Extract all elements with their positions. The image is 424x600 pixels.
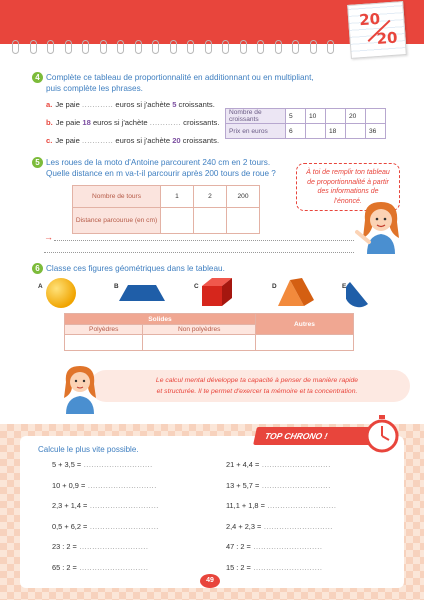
calc-item[interactable]: 11,1 + 1,8 = ........................... <box>226 501 337 510</box>
ring <box>47 40 54 54</box>
score-bottom: 20 <box>376 28 399 49</box>
cell[interactable] <box>346 124 366 139</box>
stopwatch-icon <box>364 414 400 454</box>
cell[interactable] <box>306 124 326 139</box>
calc-item[interactable]: 21 + 4,4 = ........................... <box>226 460 331 469</box>
cell: 1 <box>161 186 194 208</box>
ring <box>152 40 159 54</box>
ring <box>240 40 247 54</box>
calc-item[interactable]: 15 : 2 = ........................... <box>226 562 323 572</box>
shape-label-a: A <box>38 283 43 290</box>
ring <box>222 40 229 54</box>
ring <box>100 40 107 54</box>
question-4b: b. Je paie 18 euros si j'achète ............ croissants. <box>46 118 220 127</box>
calc-item[interactable]: 65 : 2 = ........................... <box>52 562 149 572</box>
cell[interactable] <box>326 109 346 124</box>
cell: 5 <box>286 109 306 124</box>
ring <box>257 40 264 54</box>
sphere-icon <box>44 276 78 310</box>
ring <box>12 40 19 54</box>
table-head-non-polyedres: Non polyèdres <box>143 325 256 335</box>
half-disc-icon <box>346 280 372 308</box>
calc-item[interactable]: 2,4 + 2,3 = ........................... <box>226 521 333 531</box>
calc-item[interactable]: 47 : 2 = ........................... <box>226 542 323 551</box>
cell[interactable] <box>194 208 227 234</box>
answer-line-1[interactable] <box>54 240 354 241</box>
cell: 18 <box>326 124 346 139</box>
cell[interactable] <box>256 335 354 351</box>
cell[interactable] <box>143 335 256 351</box>
question-5-number: 5 <box>32 157 43 168</box>
table-head-solides: Solides <box>65 314 256 325</box>
top-chrono-badge: TOP CHRONO ! <box>253 427 375 445</box>
question-6-text: Classe ces figures géométriques dans le tableau. <box>46 264 225 273</box>
question-4-number: 4 <box>32 72 43 83</box>
question-4-text-line1: Complète ce tableau de proportionnalité en additionnant ou en multipliant, <box>46 73 314 82</box>
question-5-text-line1: Les roues de la moto d'Antoine parcourent 240 cm en 2 tours. <box>46 158 271 167</box>
table-head-autres: Autres <box>256 314 354 335</box>
calc-item[interactable]: 10 + 0,9 = ........................... <box>52 480 157 490</box>
letter-a: a. <box>46 100 53 109</box>
cell: 2 <box>194 186 227 208</box>
ring <box>65 40 72 54</box>
proportionality-table-croissants <box>225 108 386 139</box>
hint-bubble: À toi de remplir ton tableau de proportionnalité à partir des informations de l'énoncé. <box>296 163 400 211</box>
question-5-text-line2: Quelle distance en m va-t-il parcourir après 200 tours de roue ? <box>46 169 276 178</box>
shape-label-e: E <box>342 283 347 290</box>
table-head-polyedres: Polyèdres <box>65 325 143 335</box>
cell: 36 <box>366 124 386 139</box>
girl-thinking-icon <box>58 362 102 414</box>
girl-character-icon <box>355 198 407 254</box>
calc-item[interactable]: 23 : 2 = ........................... <box>52 542 149 551</box>
shape-label-d: D <box>272 283 277 290</box>
cell: 10 <box>306 109 326 124</box>
proportionality-table-distance <box>72 185 260 234</box>
ring <box>327 40 334 54</box>
cell[interactable] <box>227 208 260 234</box>
calc-item[interactable]: 2,3 + 1,4 = ........................... <box>52 501 159 510</box>
table-head-tours: Nombre de tours <box>73 186 161 208</box>
ring <box>82 40 89 54</box>
score-card <box>347 1 407 59</box>
question-4c: c. Je paie ............ euros si j'achète 20 croissants. <box>46 136 220 145</box>
trapezoid-icon <box>118 284 166 302</box>
cube-icon <box>200 276 234 308</box>
ring <box>30 40 37 54</box>
question-6-number: 6 <box>32 263 43 274</box>
question-4-text-line2: puis complète les phrases. <box>46 84 143 93</box>
tip-text: Le calcul mental développe ta capacité à penser de manière rapide et structurée. Il te permet d'exercer ta mémoire et ta concentration. <box>155 377 359 395</box>
letter-c: c. <box>46 136 53 145</box>
shape-label-c: C <box>194 283 199 290</box>
classification-table <box>64 313 354 351</box>
ring <box>310 40 317 54</box>
ring <box>292 40 299 54</box>
cell: 6 <box>286 124 306 139</box>
ring <box>170 40 177 54</box>
shape-label-b: B <box>114 283 119 290</box>
cell[interactable] <box>366 109 386 124</box>
cell: 200 <box>227 186 260 208</box>
answer-line-2[interactable] <box>44 252 354 253</box>
score-top: 20 <box>358 9 381 30</box>
table-head-croissants: Nombre de croissants <box>226 109 286 124</box>
ring <box>135 40 142 54</box>
page-number: 49 <box>200 574 220 588</box>
cell[interactable] <box>65 335 143 351</box>
prism-icon <box>276 276 316 308</box>
cell[interactable] <box>161 208 194 234</box>
ring <box>205 40 212 54</box>
calc-item[interactable]: 5 + 3,5 = ........................... <box>52 460 153 469</box>
calc-item[interactable]: 0,5 + 6,2 = ........................... <box>52 521 159 531</box>
table-head-prix: Prix en euros <box>226 124 286 139</box>
cell: 20 <box>346 109 366 124</box>
ring <box>187 40 194 54</box>
table-head-distance: Distance parcourue (en cm) <box>73 208 161 234</box>
question-4a: a. Je paie ............ euros si j'achète 5 croissants. <box>46 100 215 109</box>
calc-item[interactable]: 13 + 5,7 = ........................... <box>226 480 331 490</box>
answer-arrow: → <box>44 232 53 242</box>
ring <box>275 40 282 54</box>
letter-b: b. <box>46 118 53 127</box>
calc-title: Calcule le plus vite possible. <box>38 445 139 454</box>
ring <box>117 40 124 54</box>
